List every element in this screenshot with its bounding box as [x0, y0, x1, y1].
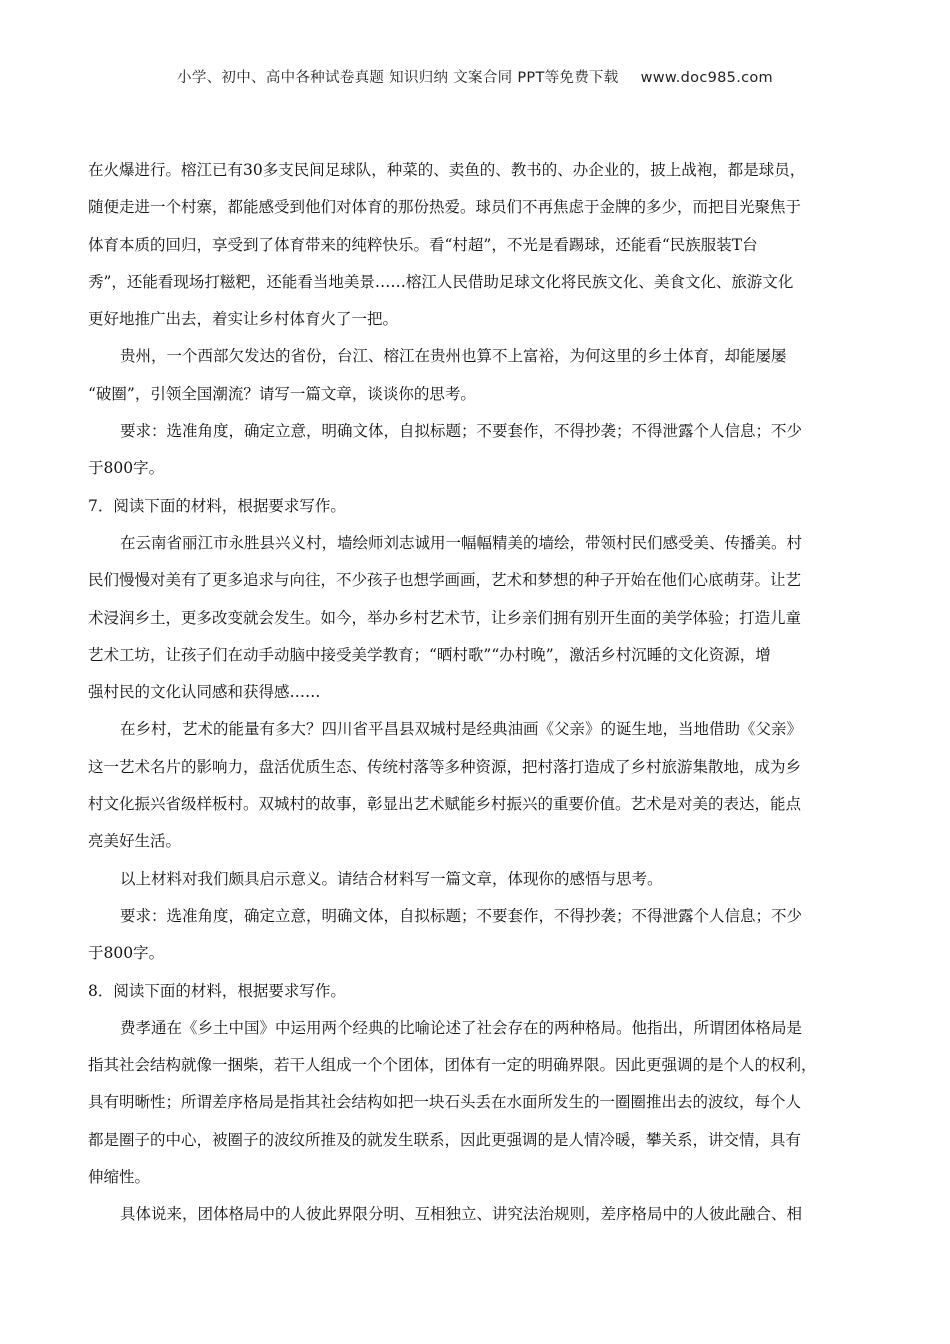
text-line: 这一艺术名片的影响力，盘活优质生态、传统村落等多种资源，把村落打造成了乡村旅游集散地，成为乡 — [88, 757, 802, 776]
requirement-line: 于800字。 — [88, 459, 165, 478]
text-line: 术浸润乡土，更多改变就会发生。如今，举办乡村艺术节，让乡亲们拥有别开生面的美学体验；打造儿童 — [88, 608, 802, 627]
text-line: 在火爆进行。榕江已有30多支民间足球队，种菜的、卖鱼的、教书的、办企业的，披上战袍，都是球员， — [88, 161, 806, 179]
text-line: 体育本质的回归，享受到了体育带来的纯粹快乐。看“村超”，不光是看踢球，还能看“民族服装T台 — [88, 235, 758, 254]
text-line: 在云南省丽江市永胜县兴义村，墙绘师刘志诚用一幅幅精美的墙绘，带领村民们感受美、传播美。村 — [120, 533, 803, 552]
question-heading: 8．阅读下面的材料，根据要求写作。 — [88, 981, 346, 1000]
requirement-line: 要求：选准角度，确定立意，明确文体，自拟标题；不要套作，不得抄袭；不得泄露个人信息；不少 — [120, 422, 803, 441]
text-line: 村文化振兴省级样板村。双城村的故事，彰显出艺术赋能乡村振兴的重要价值。艺术是对美的表达，能点 — [88, 795, 802, 814]
text-line: 伸缩性。 — [88, 1168, 151, 1187]
text-line: 强村民的文化认同感和获得感…… — [88, 683, 321, 702]
text-line: 指其社会结构就像一捆柴，若干人组成一个个团体，团体有一定的明确界限。因此更强调的是个人的权利， — [88, 1056, 817, 1075]
text-line: 艺术工坊，让孩子们在动手动脑中接受美学教育；“晒村歌”“办村晚”，激活乡村沉睡的文化资源，增 — [88, 645, 771, 664]
text-line: 在乡村，艺术的能量有多大？四川省平昌县双城村是经典油画《父亲》的诞生地，当地借助《父亲》 — [120, 720, 803, 739]
text-line: 更好地推广出去，着实让乡村体育火了一把。 — [88, 310, 399, 329]
requirement-line: 于800字。 — [88, 944, 165, 963]
text-line: 都是圈子的中心，被圈子的波纹所推及的就发生联系，因此更强调的是人情冷暖，攀关系，讲交情，具有 — [88, 1130, 802, 1149]
text-line: 秀”，还能看现场打糍粑，还能看当地美景……榕江人民借助足球文化将民族文化、美食文化、旅游文化 — [88, 272, 794, 291]
text-line: 以上材料对我们颇具启示意义。请结合材料写一篇文章，体现你的感悟与思考。 — [120, 869, 663, 888]
text-line: 随便走进一个村寨，都能感受到他们对体育的那份热爱。球员们不再焦虑于金牌的多少，而把目光聚焦于 — [88, 198, 802, 217]
text-line: 亮美好生活。 — [88, 832, 182, 851]
text-line: “破圈”，引领全国潮流？请写一篇文章，谈谈你的思考。 — [88, 384, 476, 403]
header-text: 小学、初中、高中各种试卷真题 知识归纳 文案合同 PPT等免费下载 — [177, 70, 619, 86]
text-line: 具体说来，团体格局中的人彼此界限分明、互相独立、讲究法治规则，差序格局中的人彼此融合、相 — [120, 1205, 803, 1224]
text-line: 具有明晰性；所谓差序格局是指其社会结构如把一块石头丢在水面所发生的一圈圈推出去的波纹，每个人 — [88, 1093, 802, 1112]
requirement-line: 要求：选准角度，确定立意，明确文体，自拟标题；不要套作，不得抄袭；不得泄露个人信息；不少 — [120, 906, 803, 925]
question-heading: 7．阅读下面的材料，根据要求写作。 — [88, 496, 346, 515]
header-site: www.doc985.com — [640, 70, 773, 86]
text-line: 贵州，一个西部欠发达的省份，台江、榕江在贵州也算不上富裕，为何这里的乡土体育，却能屡屡 — [120, 347, 787, 366]
text-line: 民们慢慢对美有了更多追求与向往，不少孩子也想学画画，艺术和梦想的种子开始在他们心底萌芽。让艺 — [88, 571, 802, 590]
text-line: 费孝通在《乡土中国》中运用两个经典的比喻论述了社会存在的两种格局。他指出，所谓团体格局是 — [120, 1018, 803, 1037]
document-body — [88, 152, 860, 1234]
page-header — [0, 66, 950, 87]
